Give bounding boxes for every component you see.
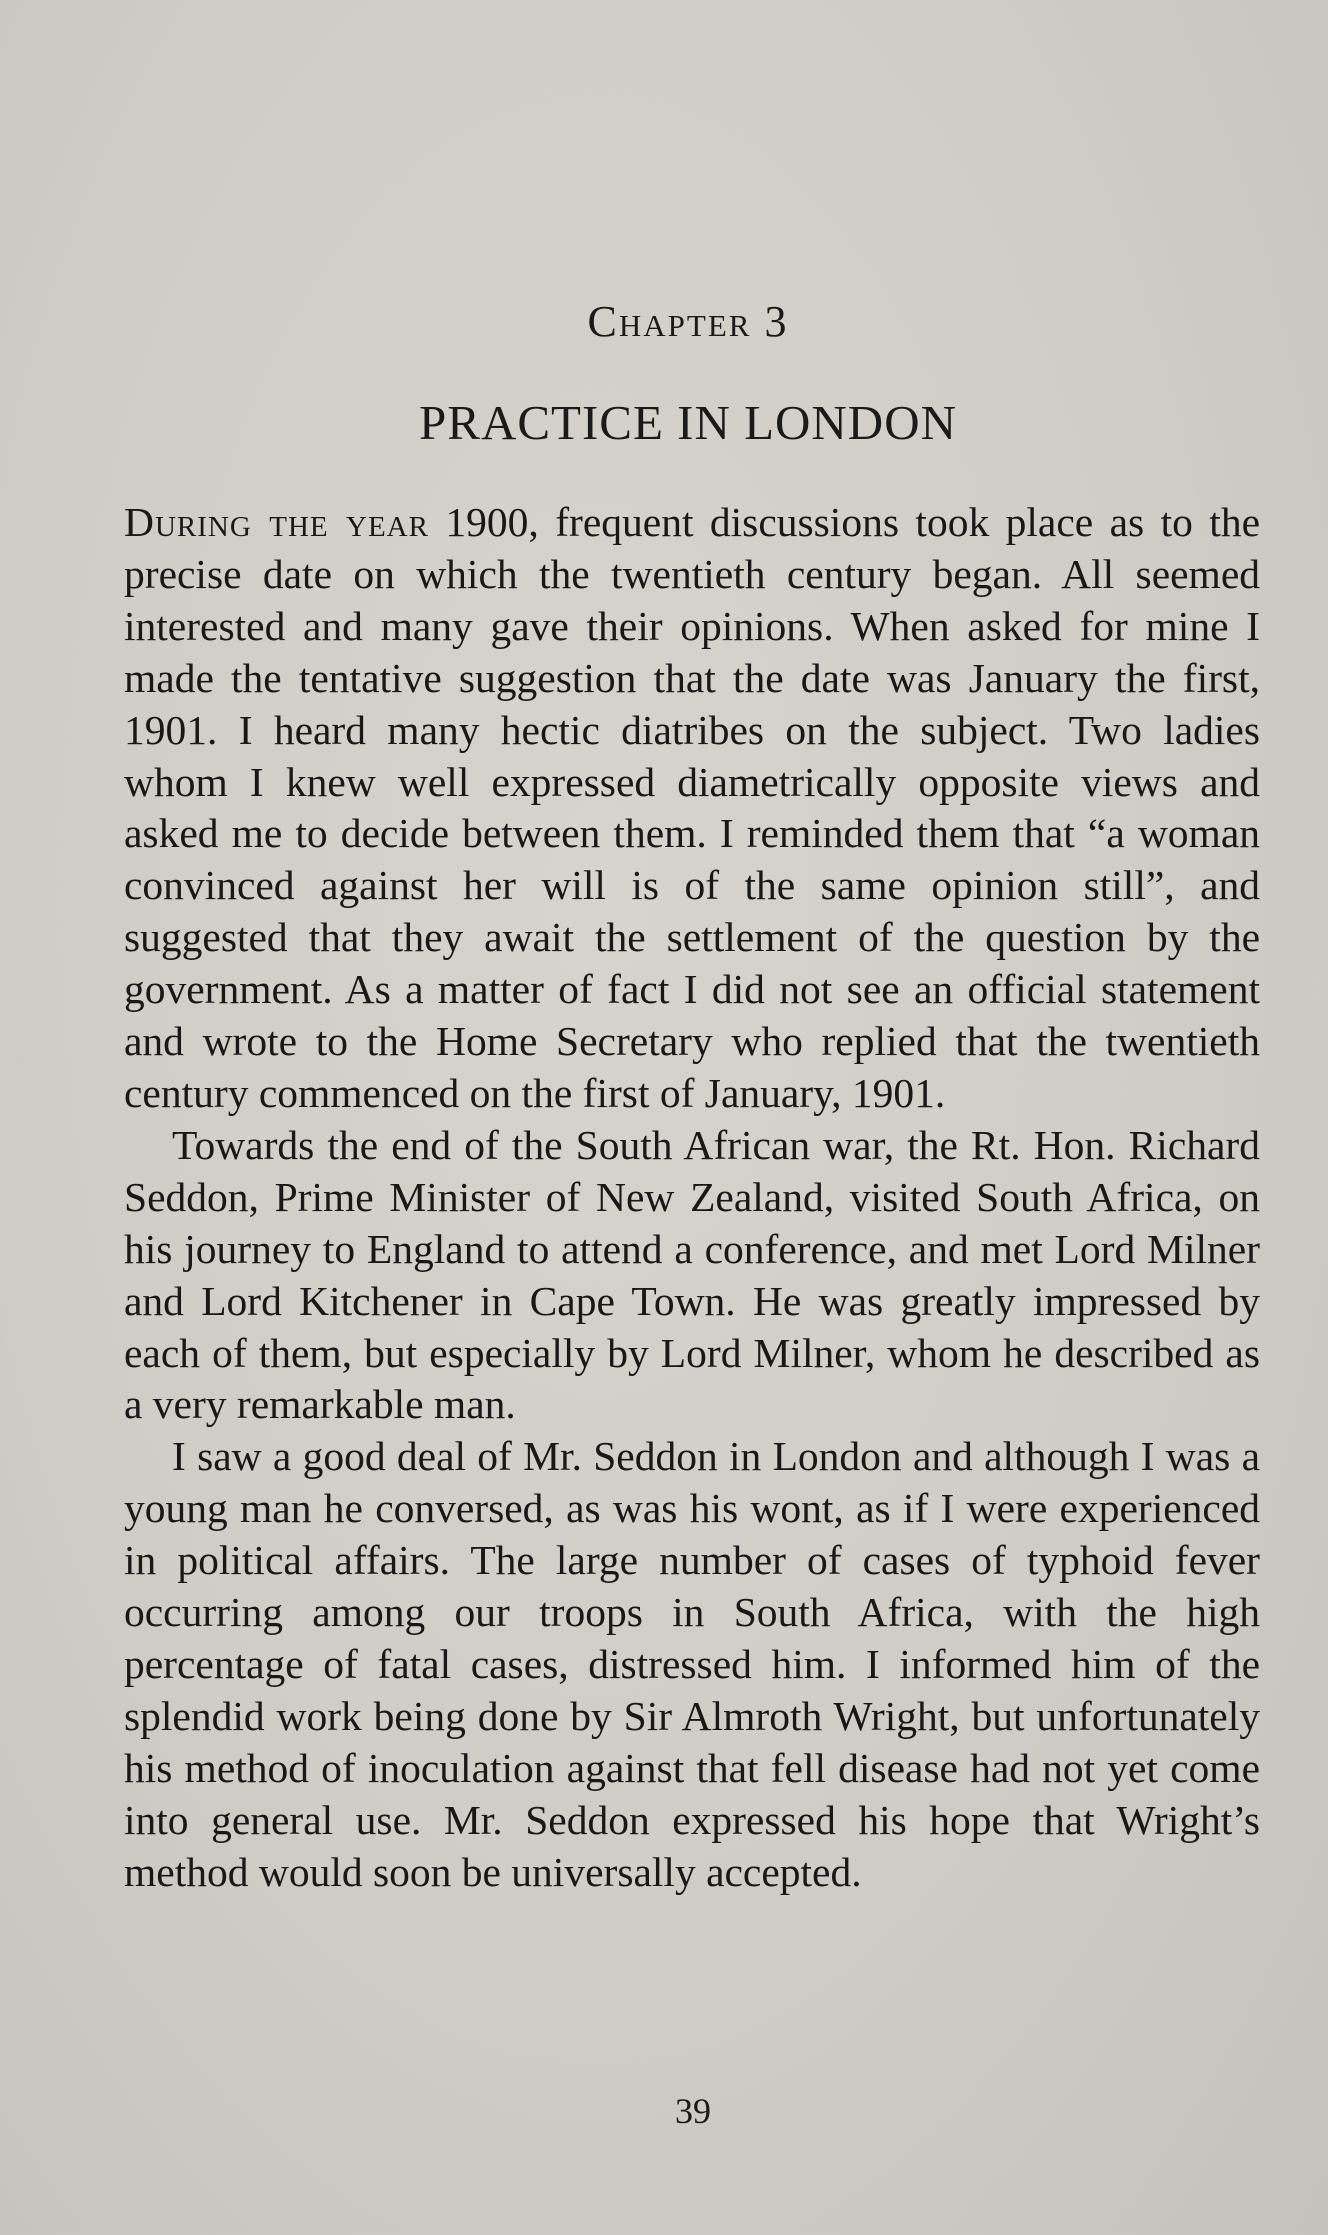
paragraph-lead-in: During the year xyxy=(124,499,429,545)
paragraph-3: I saw a good deal of Mr. Seddon in London and although I was a young man he conversed, as was his wont, as if I were experienced in political affairs. The large number of cases of typhoid fever occurring among our troops in South Africa, with the high percentage of fatal cases, distressed him. I informed him of the splendid work being done by Sir Almroth Wright, but unfortunately his method of inoculation against that fell disease had not yet come into general use. Mr. Seddon expressed his hope that Wright’s method would soon be universally accepted. xyxy=(124,1433,1260,1895)
chapter-body xyxy=(124,497,1260,1898)
chapter-title: PRACTICE IN LONDON xyxy=(419,395,957,450)
paragraph-2: Towards the end of the South African war, the Rt. Hon. Richard Seddon, Prime Minister of New Zealand, visited South Africa, on his journey to England to attend a conference, and met Lord Milner and Lord Kitchener in Cape Town. He was greatly impressed by each of them, but especially by Lord Milner, whom he described as a very remarkable man. xyxy=(124,1121,1260,1428)
page-number: 39 xyxy=(675,2091,711,2131)
chapter-label: Chapter 3 xyxy=(587,297,789,346)
paragraph-1-text: 1900, frequent discussions took place as to the precise date on which the twentieth century began. All seemed interested and many gave their opinions. When asked for mine I made the tentative suggestion that the date was January the first, 1901. I heard many hectic diatribes on the subject. Two ladies whom I knew well expressed diametrically opposite views and asked me to decide between them. I reminded them that “a woman convinced against her will is of the same opinion still”, and suggested that they await the settlement of the question by the government. As a matter of fact I did not see an official statement and wrote to the Home Secretary who replied that the twentieth century commenced on the first of January, 1901. xyxy=(124,499,1260,1116)
paragraph-1 xyxy=(124,497,1260,1120)
